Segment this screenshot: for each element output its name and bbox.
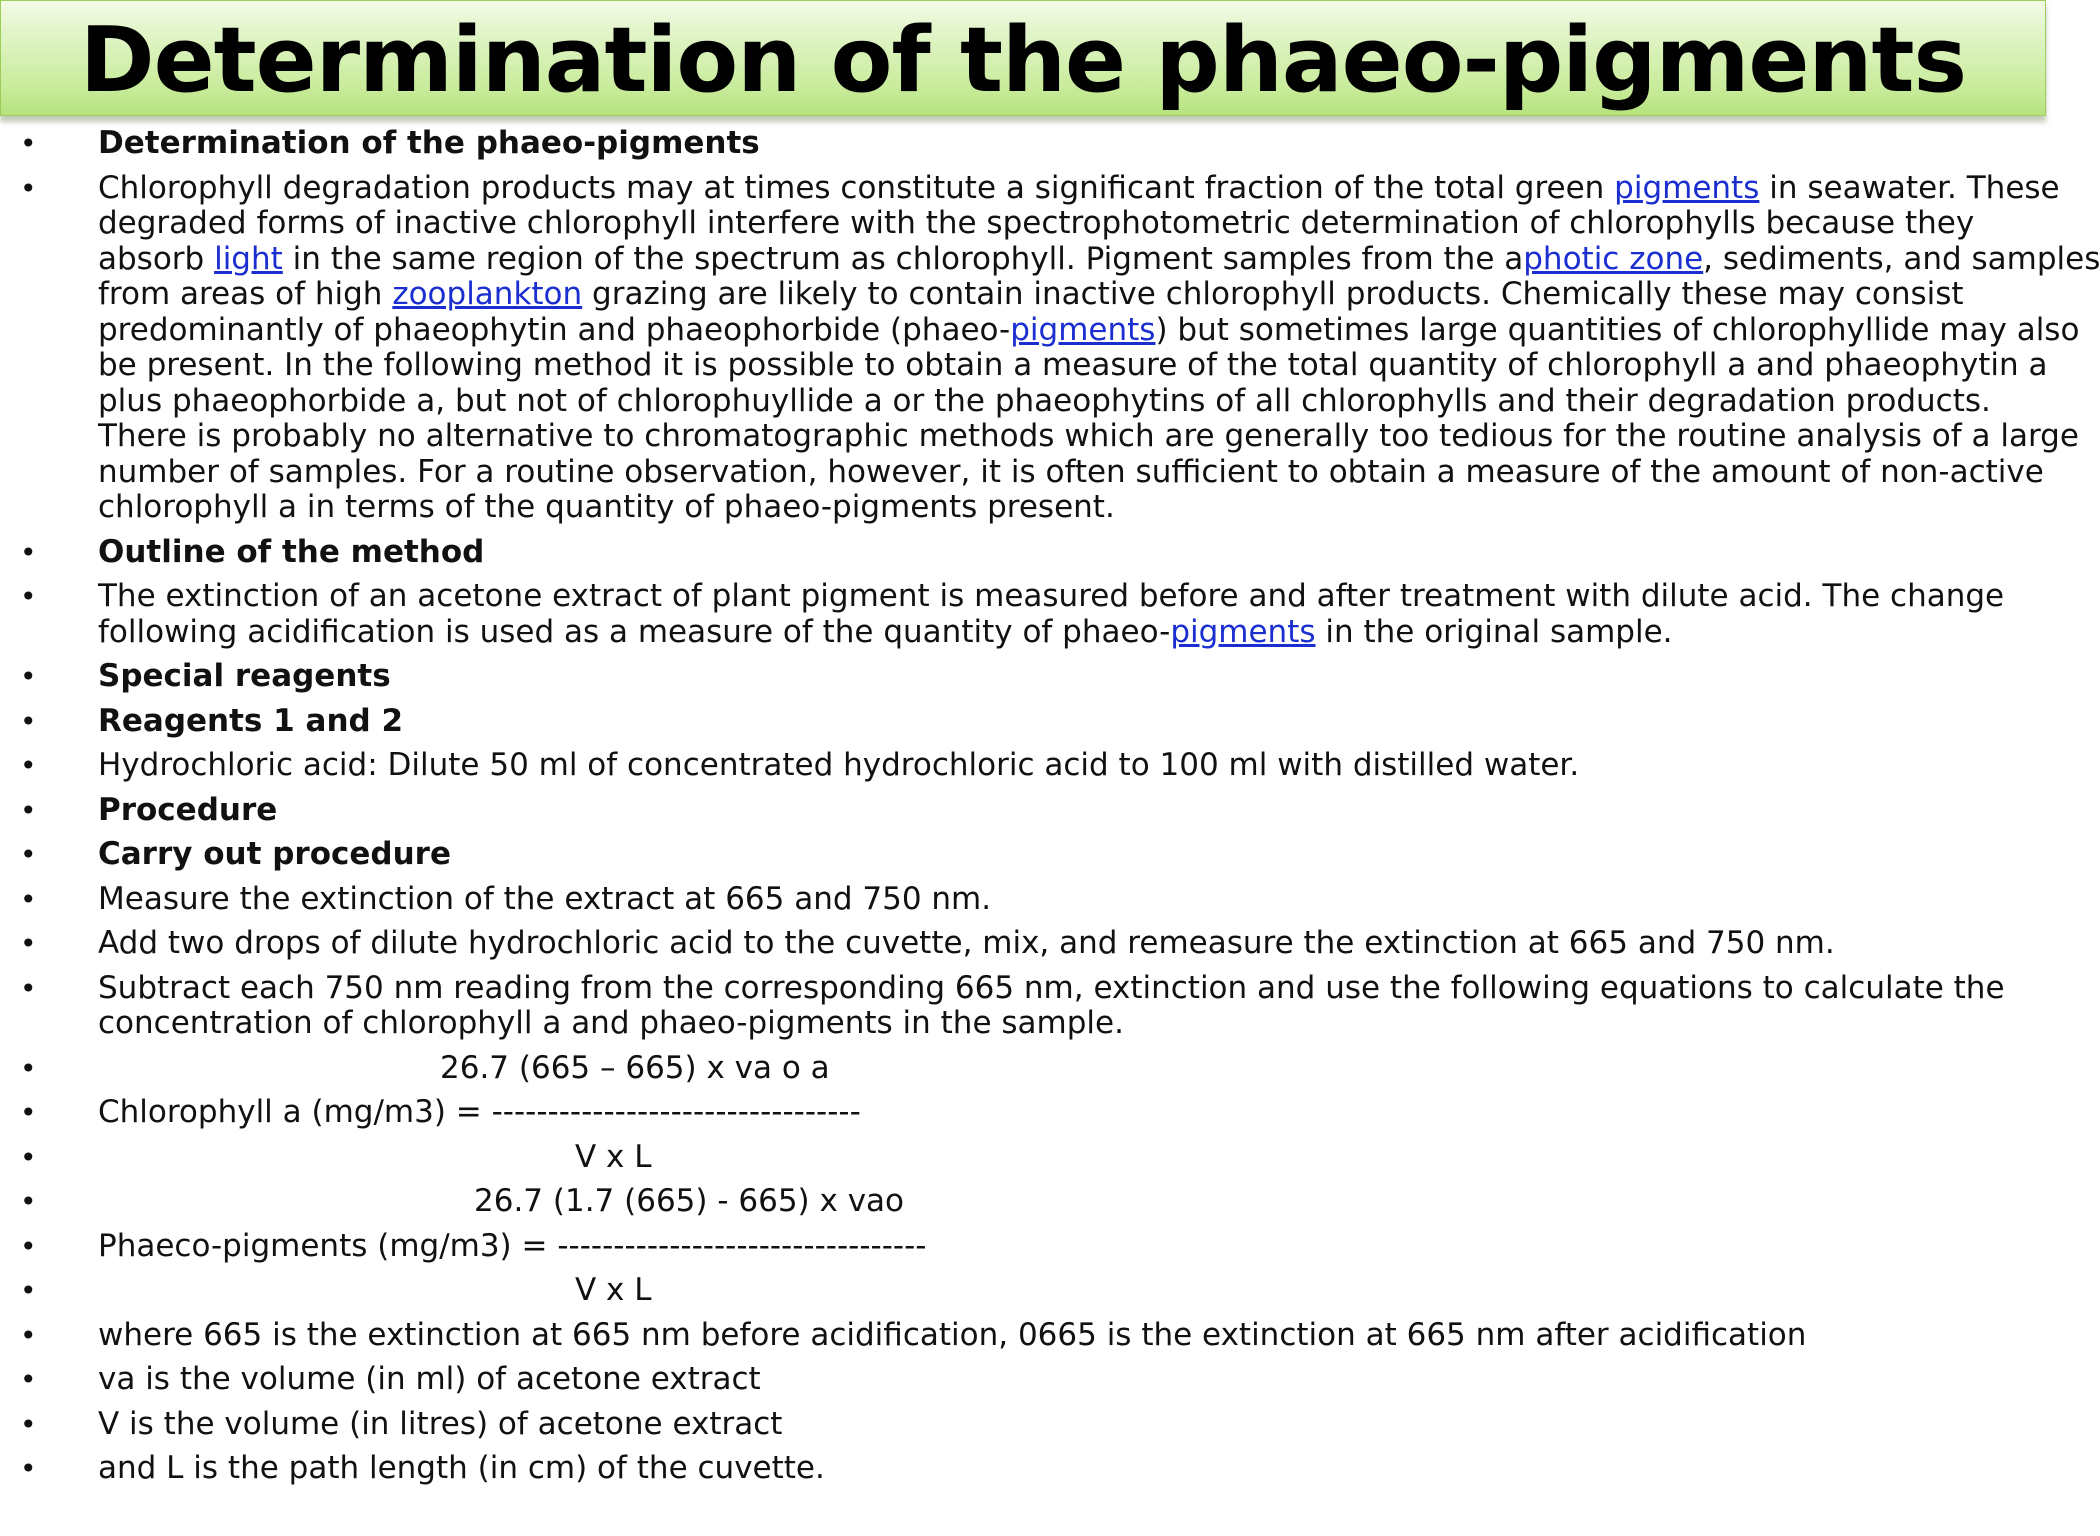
equation-numerator: 26.7 (665 – 665) x va o a	[440, 1049, 830, 1086]
section-heading: Carry out procedure	[98, 836, 451, 872]
page-title: Determination of the phaeo-pigments	[79, 8, 1967, 113]
bullet-icon: •	[20, 660, 37, 693]
list-item	[0, 126, 2048, 162]
list-item	[0, 926, 2048, 962]
text-line: chlorophyll a in terms of the quantity of phaeo-pigments present.	[98, 489, 1115, 525]
bullet-icon: •	[20, 838, 37, 871]
list-item	[0, 1451, 2048, 1487]
definition-text: where 665 is the extinction at 665 nm before acidification, 0665 is the extinction at 665 nm after acidification	[98, 1316, 1807, 1353]
bullet-icon: •	[20, 1229, 37, 1263]
list-item	[0, 1229, 2048, 1265]
definition-text: and L is the path length (in cm) of the cuvette.	[98, 1450, 825, 1486]
text-line: Chlorophyll degradation products may at times constitute a significant fraction of the total green pigments in seawater. These	[98, 169, 2060, 206]
section-heading: Outline of the method	[98, 533, 485, 570]
bullet-icon: •	[20, 1363, 37, 1396]
list-item	[0, 1051, 2048, 1087]
equation-lhs: Phaeco-pigments (mg/m3) = ---------------------------------	[98, 1227, 927, 1264]
procedure-step	[98, 971, 2028, 1042]
intro-paragraph	[98, 169, 2100, 526]
text-line: following acidification is used as a measure of the quantity of phaeo-pigments in the original sample.	[98, 613, 1673, 650]
bullet-icon: •	[20, 1318, 37, 1352]
text-line: number of samples. For a routine observation, however, it is often sufficient to obtain a measure of the amount of non-active	[98, 453, 2044, 490]
inline-link[interactable]: pigments	[1170, 613, 1316, 650]
text-line: be present. In the following method it is possible to obtain a measure of the total quantity of chlorophyll a and phaeophytin a	[98, 347, 2048, 383]
bullet-icon: •	[20, 1051, 37, 1085]
bullet-icon: •	[20, 1185, 37, 1218]
text-line: plus phaeophorbide a, but not of chlorophuyllide a or the phaeophytins of all chlorophylls and their degradation products.	[98, 382, 1991, 419]
list-item	[0, 1184, 2048, 1220]
list-item	[0, 837, 2048, 873]
definition-text: va is the volume (in ml) of acetone extract	[98, 1361, 761, 1397]
text-line: degraded forms of inactive chlorophyll interfere with the spectrophotometric determination of chlorophylls because they	[98, 205, 1975, 241]
procedure-step: Add two drops of dilute hydrochloric acid to the cuvette, mix, and remeasure the extinction at 665 and 750 nm.	[98, 925, 1835, 961]
bullet-icon: •	[20, 127, 37, 160]
inline-link[interactable]: pigments	[1614, 169, 1760, 206]
list-item	[0, 1095, 2048, 1131]
bullet-icon: •	[20, 171, 37, 205]
list-item	[0, 169, 2100, 526]
section-heading: Special reagents	[98, 658, 391, 694]
list-item	[0, 793, 2048, 829]
inline-link[interactable]: pigments	[1010, 311, 1156, 348]
bullet-icon: •	[20, 1452, 37, 1485]
bullet-icon: •	[20, 882, 37, 916]
equation-lhs: Chlorophyll a (mg/m3) = ---------------------------------	[98, 1094, 861, 1130]
outline-paragraph	[98, 579, 2028, 650]
equation-denominator: V x L	[575, 1272, 652, 1308]
inline-link[interactable]: photic zone	[1523, 240, 1704, 277]
text-line: predominantly of phaeophytin and phaeophorbide (phaeo-pigments) but sometimes large quantities of chlorophyllide may also	[98, 311, 2080, 348]
list-item	[0, 1140, 2048, 1176]
bullet-icon: •	[20, 971, 37, 1005]
bullet-icon: •	[20, 749, 37, 782]
list-item	[0, 659, 2048, 695]
list-item	[0, 1273, 2048, 1309]
procedure-step: Measure the extinction of the extract at 665 and 750 nm.	[98, 880, 992, 917]
bullet-icon: •	[20, 793, 37, 827]
equation-numerator: 26.7 (1.7 (665) - 665) x vao	[474, 1183, 905, 1219]
list-item	[0, 1362, 2048, 1398]
list-item	[0, 579, 2048, 650]
bullet-icon: •	[20, 1096, 37, 1129]
list-item	[0, 1407, 2048, 1443]
bullet-icon: •	[20, 704, 37, 738]
bullet-icon: •	[20, 927, 37, 960]
text-line: concentration of chlorophyll a and phaeo-pigments in the sample.	[98, 1005, 1124, 1041]
bullet-icon: •	[20, 1407, 37, 1441]
bullet-icon: •	[20, 580, 37, 613]
list-item	[0, 748, 2048, 784]
list-item	[0, 535, 2048, 571]
text-line: Subtract each 750 nm reading from the corresponding 665 nm, extinction and use the following equations to calculate the	[98, 969, 2005, 1006]
bullet-icon: •	[20, 535, 37, 569]
list-item	[0, 971, 2048, 1042]
section-heading: Determination of the phaeo-pigments	[98, 125, 760, 161]
title-bar	[0, 0, 2046, 116]
section-heading: Reagents 1 and 2	[98, 702, 404, 739]
reagent-text: Hydrochloric acid: Dilute 50 ml of concentrated hydrochloric acid to 100 ml with distilled water.	[98, 747, 1580, 783]
bullet-icon: •	[20, 1274, 37, 1307]
definition-text: V is the volume (in litres) of acetone extract	[98, 1405, 783, 1442]
text-line: absorb light in the same region of the spectrum as chlorophyll. Pigment samples from the aphotic zone, sediments, and samples	[98, 240, 2100, 277]
equation-denominator: V x L	[575, 1138, 652, 1175]
inline-link[interactable]: zooplankton	[392, 276, 583, 312]
list-item	[0, 704, 2048, 740]
text-line: The extinction of an acetone extract of plant pigment is measured before and after treatment with dilute acid. The change	[98, 578, 2005, 614]
text-line: There is probably no alternative to chromatographic methods which are generally too tedious for the routine analysis of a large	[98, 418, 2079, 454]
inline-link[interactable]: light	[214, 240, 283, 277]
bullet-list	[0, 125, 2100, 1496]
text-line: from areas of high zooplankton grazing are likely to contain inactive chlorophyll products. Chemically these may consist	[98, 276, 1964, 312]
list-item	[0, 1318, 2048, 1354]
list-item	[0, 882, 2048, 918]
bullet-icon: •	[20, 1140, 37, 1174]
section-heading: Procedure	[98, 791, 278, 828]
